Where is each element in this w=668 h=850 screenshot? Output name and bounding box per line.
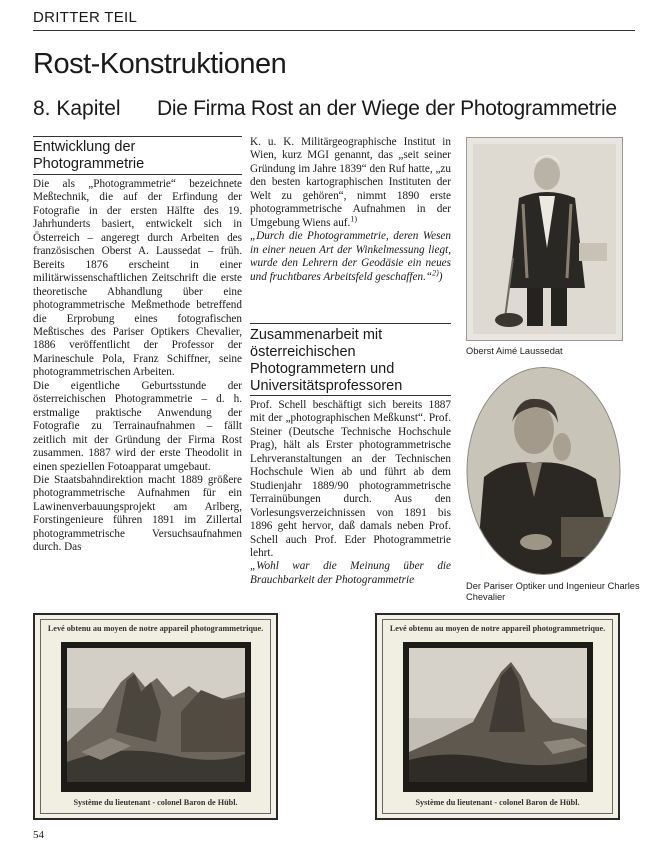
- quote: „Wohl war die Meinung über die Brauchbarkeit der Photogrammetrie: [250, 560, 451, 586]
- laussedat-caption: Oberst Aimé Laussedat: [466, 346, 563, 356]
- column2-text-top: [250, 136, 451, 284]
- page-title: Rost-Konstruktionen: [33, 48, 287, 80]
- plate-bottom-caption: Système du lieutenant - colonel Baron de Hübl.: [415, 798, 580, 807]
- laussedat-portrait-image: [467, 138, 622, 340]
- mountain-photo-left: [61, 642, 251, 792]
- subhead-line: Photogrammetrie: [33, 156, 145, 172]
- plate-card: [382, 619, 613, 814]
- subhead-line: Photogrammetern und: [250, 361, 395, 377]
- footnote-ref: 2): [432, 267, 439, 277]
- quote: „Durch die Photogrammetrie, deren Wesen in einer neuen Art der Winkelmessung liegt, wurde den Lehrern der Geodäsie ein neues und fruchtbares Arbeitsfeld geschaffen.“$^{2)}$): [250, 230, 451, 283]
- plate-top-caption: Levé obtenu au moyen de notre appareil photogrammetrique.: [47, 624, 264, 633]
- subhead-line: Entwicklung der: [33, 139, 136, 155]
- column1-subhead: [33, 139, 242, 173]
- paragraph: Prof. Schell beschäftigt sich bereits 1887 mit der „photographischen Meßkunst“. Prof. Steiner (Deutsche Technische Hochschule Prag), hält als Erster photogrammetrische Lehrveranstaltungen an der Technischen Hochschule Wien ab und führt ab dem Studienjahr 1889/90 photogrammetrische Terrainübungen durch. Aus den Vorlesungsverzeichnissen von 1891 bis 1896 geht hervor, daß damals neben Prof. Schell auch Prof. Eder Photogrammetrie lehrt.: [250, 399, 451, 559]
- plate-bottom-caption: Système du lieutenant - colonel Baron de Hübl.: [73, 798, 238, 807]
- column1-text: [33, 178, 242, 555]
- header-rule: [33, 30, 635, 31]
- column2-subhead: [250, 327, 451, 395]
- column2-subhead-rule: [250, 323, 451, 324]
- subhead-line: österreichischen: [250, 344, 356, 360]
- chevalier-caption: Der Pariser Optiker und Ingenieur Charles Chevalier: [466, 581, 640, 602]
- paragraph-text: K. u. K. Militärgeographische Institut in Wien, kurz MGI genannt, das „seit seiner Gründung im Jahre 1839“ den Ruf hatte, „zu den besten kartographischen Instituten der Welt zu gehören“, nimmt 1890 erste photogrammetrische Aufnahmen in der Umgebung Wiens auf.: [250, 136, 451, 229]
- laussedat-portrait: [466, 137, 623, 341]
- plate-top-caption: Levé obtenu au moyen de notre appareil photogrammetrique.: [389, 624, 606, 633]
- photogrammetry-plate-right: [375, 613, 620, 820]
- chapter-number: 8. Kapitel: [33, 97, 121, 120]
- column2-subhead-underline: [250, 395, 451, 396]
- paragraph: Die als „Photogrammetrie“ bezeichnete Meßtechnik, die auf der Erfindung der Fotografie in der ersten Hälfte des 19. Jahrhunderts basiert, entwickelt sich in Österreich – angeregt durch Arbeiten des französischen Oberst A. Laussedat – früh. Bereits 1876 erscheint in einer militärwissenschaftlichen Zeitschrift die erste theoretische Abhandlung über eine photogrammetrische Meßmethode betreffend die Erprobung eines fotografischen Meßtisches des Pariser Optikers Chevalier, 1886 veröffentlicht der Professor der Marineschule Pola, Franz Schiffner, seine photogrammetrischen Arbeiten.: [33, 178, 242, 379]
- quote-text: „Durch die Photogrammetrie, deren Wesen in einer neuen Art der Winkelmessung liegt, wurde den Lehrern der Geodäsie ein neues und fruchtbares Arbeitsfeld geschaffen.“: [250, 230, 451, 283]
- subhead-line: Universitätsprofessoren: [250, 378, 403, 394]
- plate-card: [40, 619, 271, 814]
- chevalier-portrait: [466, 367, 621, 575]
- part-label: DRITTER TEIL: [33, 9, 138, 26]
- paragraph: [250, 136, 451, 230]
- mountain-photo-right: [403, 642, 593, 792]
- chapter-title: Die Firma Rost an der Wiege der Photogrammetrie: [157, 97, 617, 120]
- paragraph: Die eigentliche Geburtsstunde der österreichischen Photogrammetrie – d. h. erstmalige praktische Anwendung der Fotografie zu Terrainaufnahmen – fällt zeitlich mit der Gründung der Firma Rost zusammen. 1887 wird der erste Theodolit in einen speziellen Fotoapparat umgebaut.: [33, 379, 242, 473]
- column2-text-bottom: [250, 399, 451, 587]
- subhead-line: Zusammenarbeit mit: [250, 327, 383, 343]
- footnote-ref: 1): [350, 213, 357, 223]
- photogrammetry-plate-left: [33, 613, 278, 820]
- column1-subhead-rule: [33, 136, 242, 137]
- chevalier-portrait-image: [466, 367, 621, 575]
- column1-subhead-underline: [33, 174, 242, 175]
- page-number: 54: [33, 829, 44, 841]
- paragraph: Die Staatsbahndirektion macht 1889 größere photogrammetrische Aufnahmen für ein Lawinenverbauungsprojekt am Arlberg, Forstingenieure führen 1891 im Zillertal photogrammetrische Versuchsaufnahmen durch. Das: [33, 473, 242, 554]
